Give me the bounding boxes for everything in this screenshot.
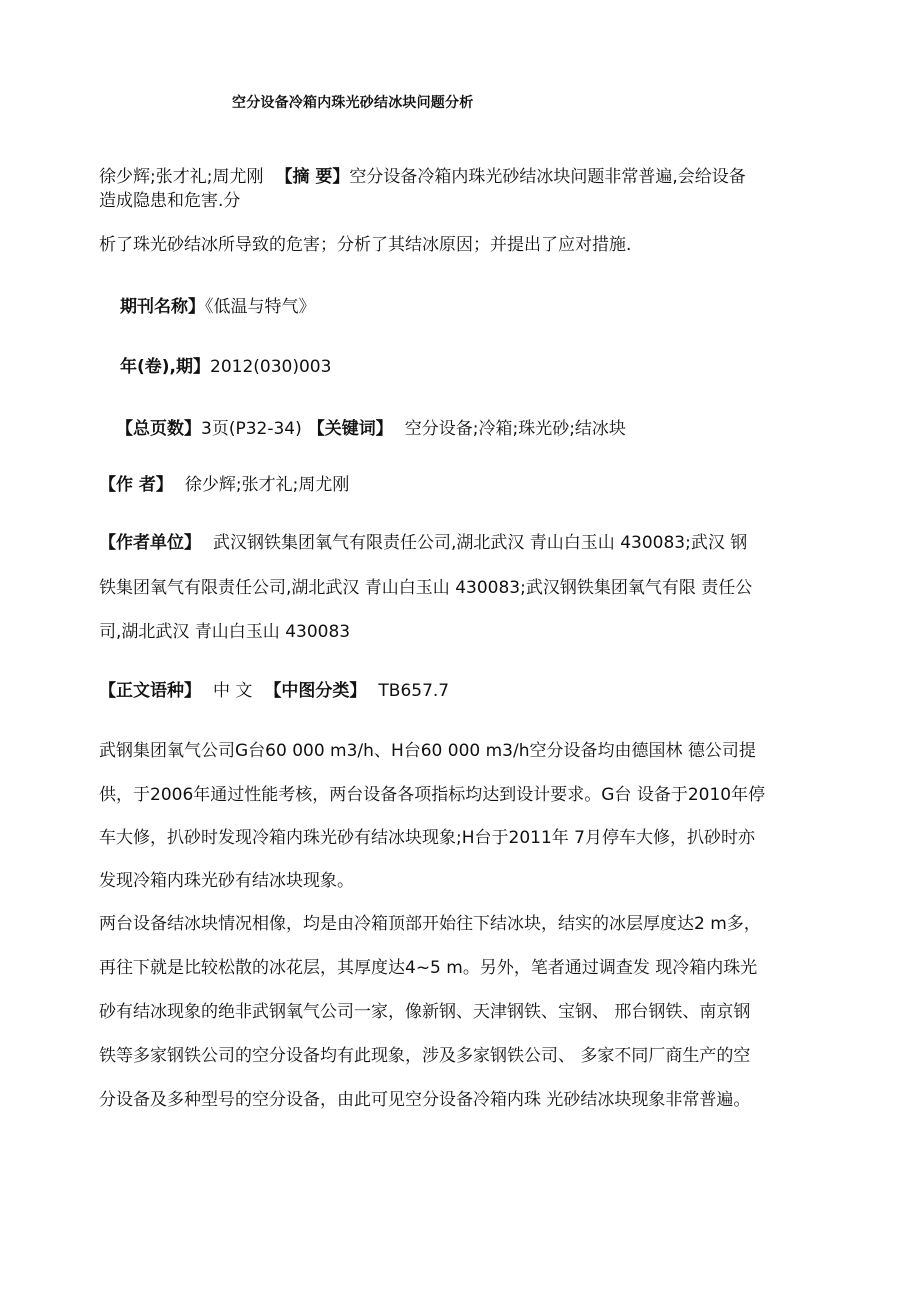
issue-value: 2012(030)003 (210, 357, 332, 377)
abstract-authors: 徐少辉;张才礼;周尤刚 (99, 167, 264, 187)
abstract-text-2: 造成隐患和危害.分 (99, 191, 241, 211)
pages-label: 【总页数】 (116, 419, 201, 439)
affiliation-line-2: 铁集团氧气有限责任公司,湖北武汉 青山白玉山 430083;武汉钢铁集团氧气有限 责任公 (99, 578, 753, 598)
language-row (99, 680, 449, 702)
body-p2-line-1: 两台设备结冰块情况相像，均是由冷箱顶部开始往下结冰块，结实的冰层厚度达2 m多， (99, 914, 761, 934)
body-p1-line-3: 车大修，扒砂时发现冷箱内珠光砂有结冰块现象;H台于2011年 7月停车大修，扒砂时亦 (99, 828, 755, 848)
affiliation-line-1: 武汉钢铁集团氧气有限责任公司,湖北武汉 青山白玉山 430083;武汉 钢 (213, 533, 748, 553)
body-p1-line-1: 武钢集团氧气公司G台60 000 m3/h、H台60 000 m3/h空分设备均由德国林 德公司提 (99, 741, 756, 761)
body-p1-line-4: 发现冷箱内珠光砂有结冰块现象。 (99, 871, 354, 891)
abstract-label: 【摘 要】 (275, 167, 350, 187)
abstract-line-1 (99, 166, 746, 188)
clc-label: 【中图分类】 (264, 681, 367, 701)
issue-label: 年(卷),期】 (120, 357, 210, 377)
author-row (99, 474, 349, 496)
journal-label: 期刊名称】 (120, 297, 205, 317)
issue-row (120, 356, 331, 378)
abstract-text-1: 空分设备冷箱内珠光砂结冰块问题非常普遍,会给设备 (349, 167, 746, 187)
keywords-label: 【关键词】 (307, 419, 393, 439)
author-value: 徐少辉;张才礼;周尤刚 (184, 475, 350, 495)
affiliation-label: 【作者单位】 (99, 533, 201, 553)
body-p2-line-4: 铁等多家钢铁公司的空分设备均有此现象，涉及多家钢铁公司、 多家不同厂商生产的空 (99, 1046, 751, 1066)
body-p2-line-3: 砂有结冰现象的绝非武钢氧气公司一家，像新钢、天津钢铁、宝钢、 邢台钢铁、南京钢 (99, 1002, 751, 1022)
language-value: 中 文 (213, 681, 253, 701)
pages-value: 3页(P32-34) (201, 419, 302, 439)
pages-row (116, 418, 626, 440)
journal-row (120, 296, 316, 318)
document-title: 空分设备冷箱内珠光砂结冰块问题分析 (232, 95, 474, 111)
journal-value: 《低温与特气》 (205, 297, 316, 317)
affiliation-row (99, 532, 747, 554)
language-label: 【正文语种】 (99, 681, 201, 701)
clc-value: TB657.7 (378, 681, 450, 701)
body-p2-line-5: 分设备及多种型号的空分设备，由此可见空分设备冷箱内珠 光砂结冰块现象非常普遍。 (99, 1090, 751, 1110)
keywords-value: 空分设备;冷箱;珠光砂;结冰块 (404, 419, 626, 439)
author-label: 【作 者】 (99, 475, 173, 495)
affiliation-line-3: 司,湖北武汉 青山白玉山 430083 (99, 622, 351, 642)
body-p1-line-2: 供，于2006年通过性能考核，两台设备各项指标均达到设计要求。G台 设备于2010年停 (99, 785, 766, 805)
body-p2-line-2: 再往下就是比较松散的冰花层，其厚度达4~5 m。另外，笔者通过调查发 现冷箱内珠光 (99, 958, 758, 978)
abstract-text-3: 析了珠光砂结冰所导致的危害；分析了其结冰原因；并提出了应对措施. (99, 235, 632, 255)
